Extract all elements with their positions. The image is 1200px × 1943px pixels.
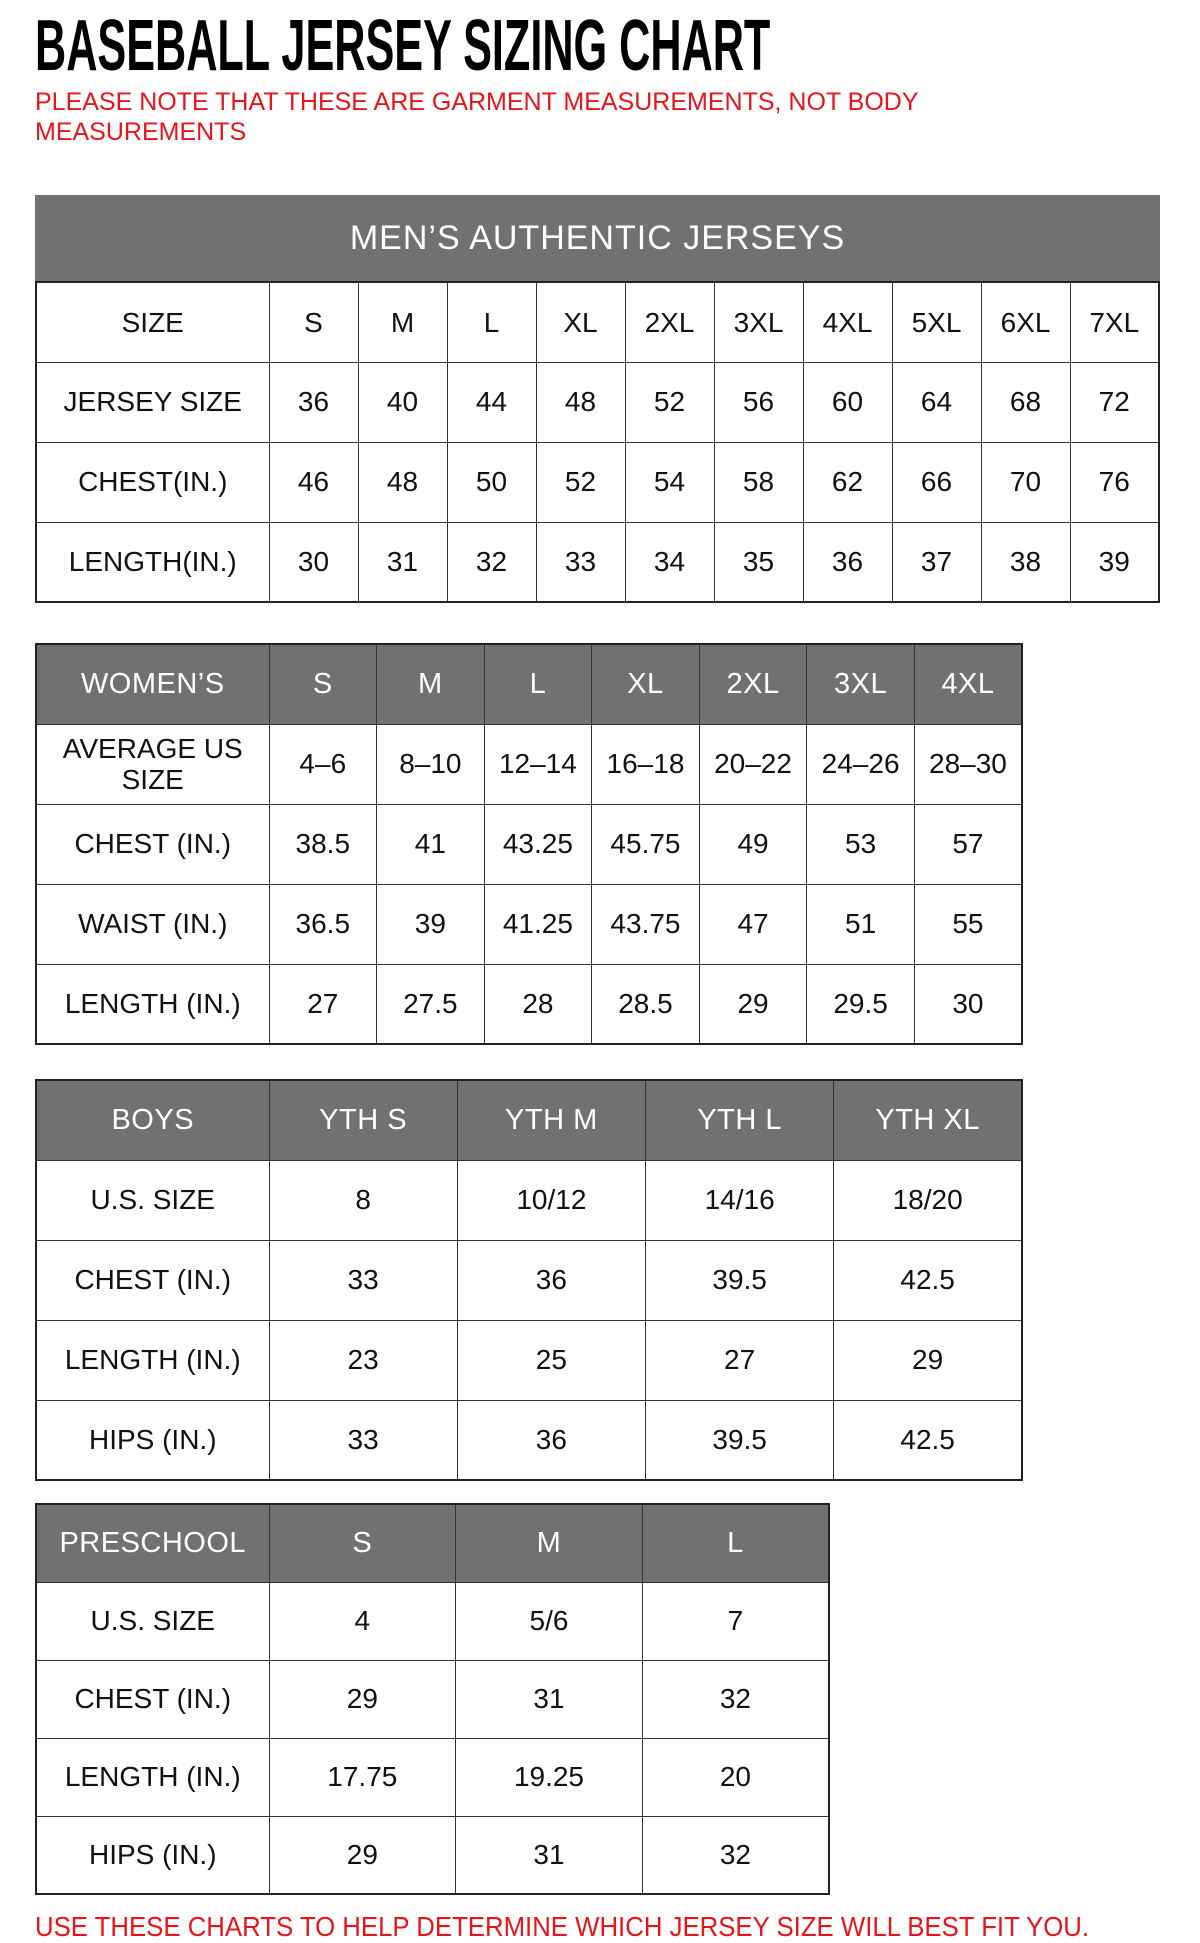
header-label: PRESCHOOL (36, 1504, 269, 1582)
size-cell: 38.5 (269, 804, 377, 884)
row-label: AVERAGE US SIZE (36, 724, 269, 804)
size-cell: 62 (803, 442, 892, 522)
row-label: SIZE (36, 282, 269, 362)
column-header: YTH XL (834, 1080, 1022, 1160)
column-header: YTH S (269, 1080, 457, 1160)
size-cell: M (358, 282, 447, 362)
size-cell: 28.5 (592, 964, 700, 1044)
size-cell: 29 (699, 964, 807, 1044)
header-row (36, 1080, 1022, 1160)
row-label: LENGTH (IN.) (36, 1738, 269, 1816)
size-cell: 20–22 (699, 724, 807, 804)
table-row (36, 1738, 829, 1816)
size-cell: 42.5 (834, 1240, 1022, 1320)
row-label: HIPS (IN.) (36, 1816, 269, 1894)
size-cell: 72 (1070, 362, 1159, 442)
size-cell: 54 (625, 442, 714, 522)
size-cell: 25 (457, 1320, 645, 1400)
size-cell: 53 (807, 804, 915, 884)
size-cell: 8–10 (377, 724, 485, 804)
size-cell: 33 (269, 1400, 457, 1480)
size-cell: 8 (269, 1160, 457, 1240)
size-cell: 4 (269, 1582, 456, 1660)
mens-section (35, 195, 1200, 603)
header-label: WOMEN’S (36, 644, 269, 724)
page-title (35, 6, 1200, 86)
size-cell: 43.75 (592, 884, 700, 964)
row-label: LENGTH (IN.) (36, 964, 269, 1044)
size-cell: 39 (1070, 522, 1159, 602)
size-cell: 48 (536, 362, 625, 442)
column-header: 4XL (914, 644, 1022, 724)
boys-section (35, 1079, 1200, 1481)
size-cell: 34 (625, 522, 714, 602)
column-header: S (269, 644, 377, 724)
row-label: CHEST (IN.) (36, 804, 269, 884)
size-cell: 16–18 (592, 724, 700, 804)
size-cell: 50 (447, 442, 536, 522)
preschool-sizing-table (35, 1503, 830, 1895)
size-cell: 38 (981, 522, 1070, 602)
size-cell: 7 (642, 1582, 829, 1660)
size-cell: 4–6 (269, 724, 377, 804)
size-cell: 33 (536, 522, 625, 602)
row-label: CHEST (IN.) (36, 1240, 269, 1320)
row-label: WAIST (IN.) (36, 884, 269, 964)
size-cell: 7XL (1070, 282, 1159, 362)
size-cell: 29 (269, 1660, 456, 1738)
table-row (36, 1240, 1022, 1320)
row-label: CHEST (IN.) (36, 1660, 269, 1738)
row-label: U.S. SIZE (36, 1160, 269, 1240)
size-cell: 46 (269, 442, 358, 522)
size-cell: 18/20 (834, 1160, 1022, 1240)
size-cell: L (447, 282, 536, 362)
column-header: L (484, 644, 592, 724)
size-cell: 36 (457, 1400, 645, 1480)
table-row (36, 884, 1022, 964)
size-cell: 29.5 (807, 964, 915, 1044)
size-cell: 55 (914, 884, 1022, 964)
size-cell: 36 (457, 1240, 645, 1320)
header-row (36, 1504, 829, 1582)
size-cell: 30 (269, 522, 358, 602)
column-header: YTH M (457, 1080, 645, 1160)
size-cell: 30 (914, 964, 1022, 1044)
size-cell: 29 (834, 1320, 1022, 1400)
size-cell: 70 (981, 442, 1070, 522)
size-cell: 39 (377, 884, 485, 964)
column-header: YTH L (646, 1080, 834, 1160)
size-cell: 51 (807, 884, 915, 964)
size-cell: 36 (803, 522, 892, 602)
size-cell: 32 (642, 1816, 829, 1894)
size-cell: 45.75 (592, 804, 700, 884)
column-header: L (642, 1504, 829, 1582)
row-label: JERSEY SIZE (36, 362, 269, 442)
size-cell: 64 (892, 362, 981, 442)
size-cell: 43.25 (484, 804, 592, 884)
size-cell: 3XL (714, 282, 803, 362)
size-cell: 23 (269, 1320, 457, 1400)
size-cell: 31 (456, 1660, 643, 1738)
size-cell: 17.75 (269, 1738, 456, 1816)
row-label: LENGTH(IN.) (36, 522, 269, 602)
size-cell: 24–26 (807, 724, 915, 804)
table-row (36, 964, 1022, 1044)
size-cell: 32 (447, 522, 536, 602)
table-row (36, 282, 1159, 362)
size-cell: 56 (714, 362, 803, 442)
size-cell: 41.25 (484, 884, 592, 964)
row-label: CHEST(IN.) (36, 442, 269, 522)
column-header: 2XL (699, 644, 807, 724)
column-header: M (377, 644, 485, 724)
womens-section (35, 643, 1200, 1045)
table-row (36, 1660, 829, 1738)
footer-note-text: USE THESE CHARTS TO HELP DETERMINE WHICH JERSEY SIZE WILL BEST FIT YOU. (35, 1911, 1090, 1943)
table-row (36, 1160, 1022, 1240)
size-cell: 76 (1070, 442, 1159, 522)
size-cell: 37 (892, 522, 981, 602)
size-cell: 36 (269, 362, 358, 442)
table-row (36, 362, 1159, 442)
size-cell: 31 (358, 522, 447, 602)
womens-sizing-table (35, 643, 1023, 1045)
size-cell: 33 (269, 1240, 457, 1320)
size-cell: 5XL (892, 282, 981, 362)
column-header: S (269, 1504, 456, 1582)
size-cell: 5/6 (456, 1582, 643, 1660)
size-cell: 31 (456, 1816, 643, 1894)
table-row (36, 522, 1159, 602)
size-cell: 6XL (981, 282, 1070, 362)
size-cell: 41 (377, 804, 485, 884)
size-cell: 39.5 (646, 1240, 834, 1320)
size-cell: 12–14 (484, 724, 592, 804)
size-cell: 66 (892, 442, 981, 522)
footer-note (35, 1911, 1200, 1943)
size-cell: 39.5 (646, 1400, 834, 1480)
table-row (36, 442, 1159, 522)
boys-sizing-table (35, 1079, 1023, 1481)
mens-sizing-table (35, 281, 1160, 603)
row-label: LENGTH (IN.) (36, 1320, 269, 1400)
garment-measurements-note: PLEASE NOTE THAT THESE ARE GARMENT MEASUREMENTS, NOT BODY MEASUREMENTS (35, 88, 919, 146)
header-label: BOYS (36, 1080, 269, 1160)
size-cell: 35 (714, 522, 803, 602)
preschool-section (35, 1503, 1200, 1895)
table-row (36, 1816, 829, 1894)
size-cell: 36.5 (269, 884, 377, 964)
size-cell: S (269, 282, 358, 362)
header-row (36, 644, 1022, 724)
size-cell: 40 (358, 362, 447, 442)
row-label: U.S. SIZE (36, 1582, 269, 1660)
size-cell: 52 (625, 362, 714, 442)
table-row (36, 1582, 829, 1660)
mens-banner: MEN’S AUTHENTIC JERSEYS (35, 195, 1160, 281)
size-cell: 32 (642, 1660, 829, 1738)
size-cell: 14/16 (646, 1160, 834, 1240)
size-cell: 2XL (625, 282, 714, 362)
column-header: XL (592, 644, 700, 724)
size-cell: 20 (642, 1738, 829, 1816)
size-cell: 47 (699, 884, 807, 964)
size-cell: 29 (269, 1816, 456, 1894)
page-title-text: BASEBALL JERSEY SIZING CHART (35, 6, 771, 86)
size-cell: 19.25 (456, 1738, 643, 1816)
size-cell: 27 (646, 1320, 834, 1400)
size-cell: 58 (714, 442, 803, 522)
size-cell: 28 (484, 964, 592, 1044)
table-row (36, 724, 1022, 804)
size-cell: 48 (358, 442, 447, 522)
size-cell: 4XL (803, 282, 892, 362)
column-header: 3XL (807, 644, 915, 724)
size-cell: XL (536, 282, 625, 362)
row-label: HIPS (IN.) (36, 1400, 269, 1480)
size-cell: 28–30 (914, 724, 1022, 804)
table-row (36, 1320, 1022, 1400)
size-cell: 52 (536, 442, 625, 522)
column-header: M (456, 1504, 643, 1582)
table-row (36, 1400, 1022, 1480)
size-cell: 60 (803, 362, 892, 442)
size-cell: 57 (914, 804, 1022, 884)
size-cell: 42.5 (834, 1400, 1022, 1480)
size-cell: 68 (981, 362, 1070, 442)
size-cell: 49 (699, 804, 807, 884)
size-cell: 44 (447, 362, 536, 442)
table-row (36, 804, 1022, 884)
size-cell: 27 (269, 964, 377, 1044)
size-cell: 10/12 (457, 1160, 645, 1240)
size-cell: 27.5 (377, 964, 485, 1044)
